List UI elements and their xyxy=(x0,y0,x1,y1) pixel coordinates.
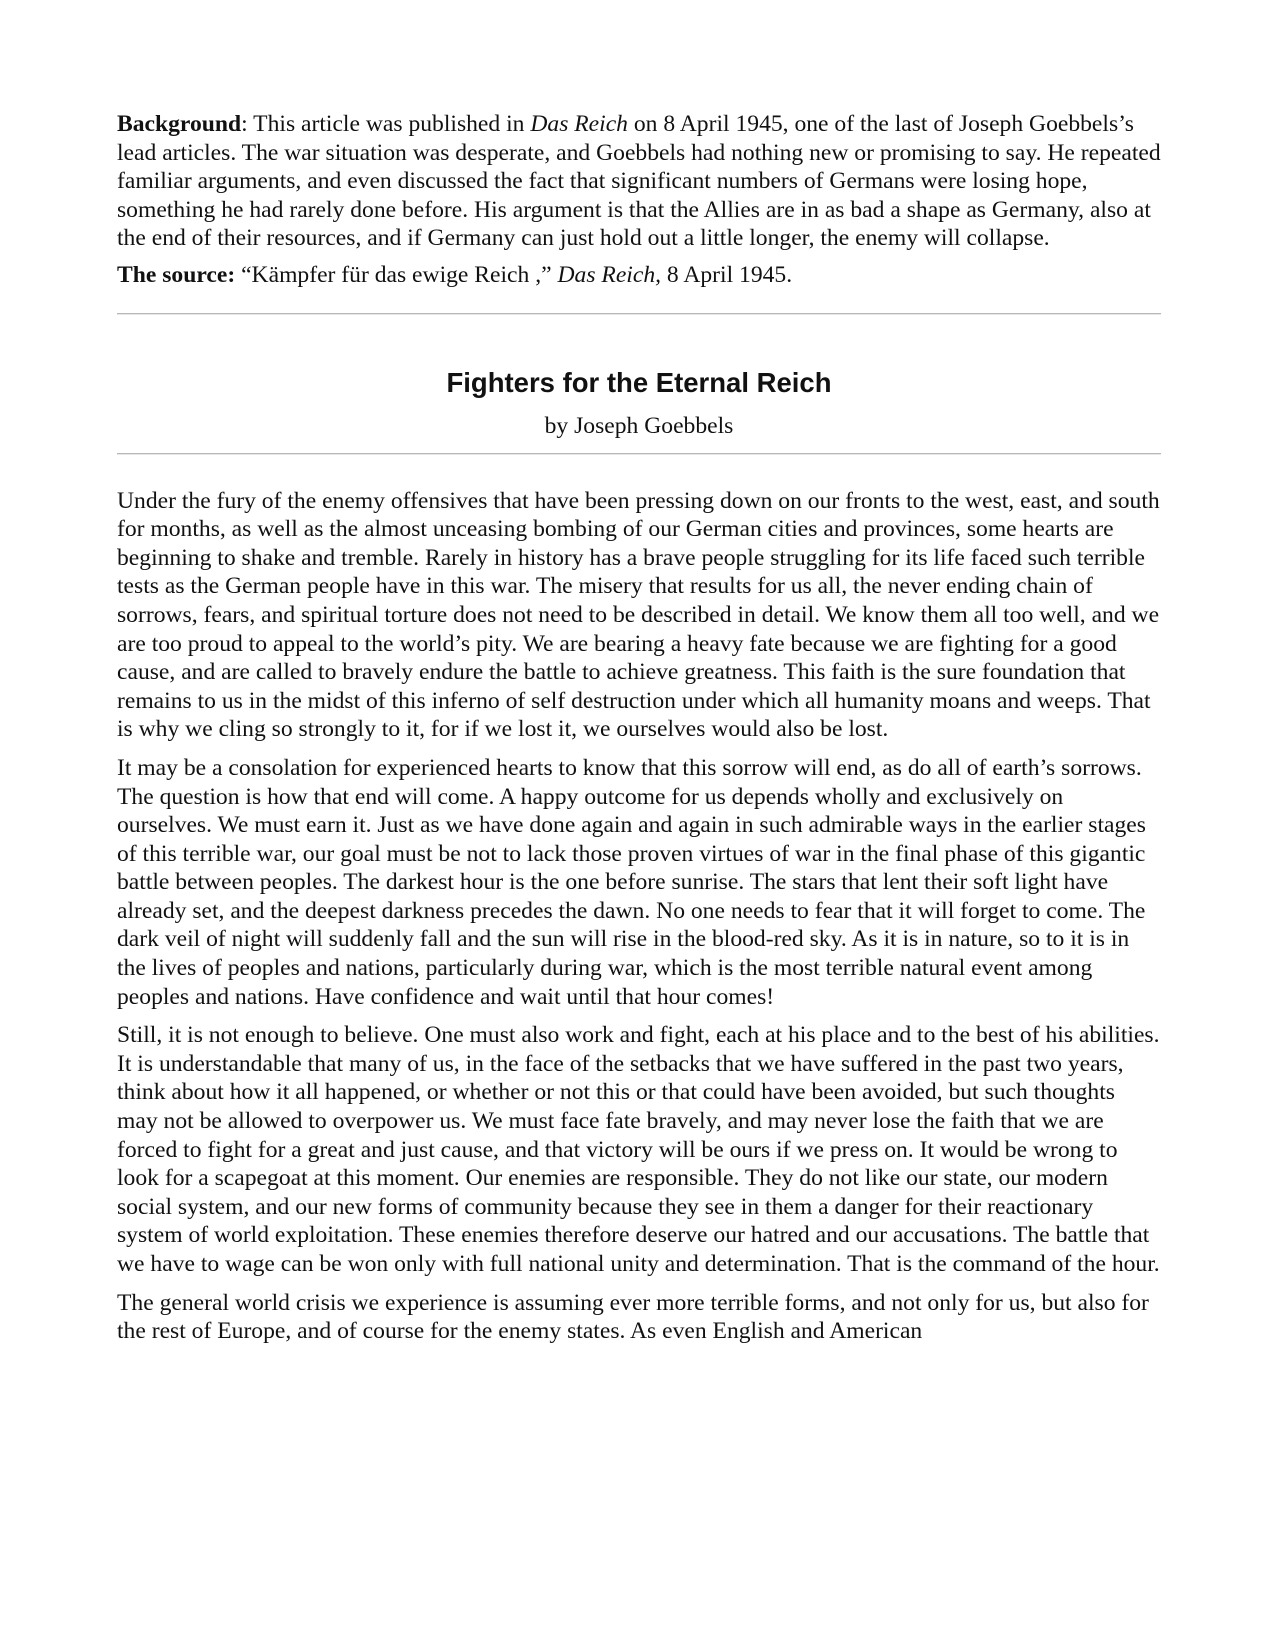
article-paragraph: Still, it is not enough to believe. One must also work and fight, each at his place and to the best of his abilities. It is understandable that many of us, in the face of the setbacks that we have suffered in the past two years, think about how it all happened, or whether or not this or that could have been avoided, but such thoughts may not be allowed to overpower us. We must face fate bravely, and may never lose the faith that we are forced to fight for a great and just cause, and that victory will be ours if we press on. It would be wrong to look for a scapegoat at this moment. Our enemies are responsible. They do not like our state, our modern social system, and our new forms of community because they see in them a danger for their reactionary system of world exploitation. These enemies therefore deserve our hatred and our accusations. The battle that we have to wage can be won only with full national unity and determination. That is the command of the hour. xyxy=(117,1022,1160,1277)
publication-name: Das Reich xyxy=(530,111,628,137)
background-paragraph xyxy=(117,110,1161,253)
document-page xyxy=(117,110,1161,1346)
divider-top xyxy=(117,313,1161,315)
source-text-post: 8 April 1945. xyxy=(661,261,793,288)
article-paragraph: The general world crisis we experience is assuming ever more terrible forms, and not only for us, but also for the rest of Europe, and of course for the enemy states. As even English and American xyxy=(117,1289,1149,1345)
divider-bottom xyxy=(117,453,1161,455)
article-body xyxy=(117,487,1161,1346)
source-label: The source: xyxy=(117,261,236,288)
source-text-pre: “Kämpfer für das ewige Reich ,” xyxy=(235,261,558,288)
source-paragraph xyxy=(117,261,1161,290)
background-text-pre: This article was published in xyxy=(247,111,531,137)
background-label: Background xyxy=(117,111,242,137)
source-publication: Das Reich, xyxy=(557,261,662,288)
article-paragraph: Under the fury of the enemy offensives that have been pressing down on our fronts to the west, east, and south for months, as well as the almost unceasing bombing of our German cities and provinces, some hearts are beginning to shake and tremble. Rarely in history has a brave people struggling for its life faced such terrible tests as the German people have in this war. The misery that results for us all, the never ending chain of sorrows, fears, and spiritual torture does not need to be described in detail. We know them all too well, and we are too proud to appeal to the world’s pity. We are bearing a heavy fate because we are fighting for a good cause, and are called to bravely endure the battle to achieve greatness. This faith is the sure foundation that remains to us in the midst of this inferno of self destruction under which all humanity moans and weeps. That is why we cling so strongly to it, for if we lost it, we ourselves would also be lost. xyxy=(117,487,1160,743)
intro-section xyxy=(117,110,1161,290)
background-colon: : xyxy=(241,111,248,137)
background-text-post: on 8 April 1945, one of the last of Joseph Goebbels’s lead articles. The war situation was desperate, and Goebbels had nothing new or promising to say. He repeated familiar arguments, and even discussed the fact that significant numbers of Germans were losing hope, something he had rarely done before. His argument is that the Allies are in as bad a shape as Germany, also at the end of their resources, and if Germany can just hold out a little longer, the enemy will collapse. xyxy=(117,111,1161,252)
article-paragraph: It may be a consolation for experienced hearts to know that this sorrow will end, as do all of earth’s sorrows. The question is how that end will come. A happy outcome for us depends wholly and exclusively on ourselves. We must earn it. Just as we have done again and again in such admirable ways in the earlier stages of this terrible war, our goal must be not to lack those proven virtues of war in the final phase of this gigantic battle between peoples. The darkest hour is the one before sunrise. The stars that lent their soft light have already set, and the deepest darkness precedes the dawn. No one needs to fear that it will forget to come. The dark veil of night will suddenly fall and the sun will rise in the blood-red sky. As it is in nature, so to it is in the lives of peoples and nations, particularly during war, which is the most terrible natural event among peoples and nations. Have confidence and wait until that hour comes! xyxy=(117,754,1146,1010)
article-title: Fighters for the Eternal Reich xyxy=(446,366,832,398)
article-byline: by Joseph Goebbels xyxy=(544,412,734,439)
